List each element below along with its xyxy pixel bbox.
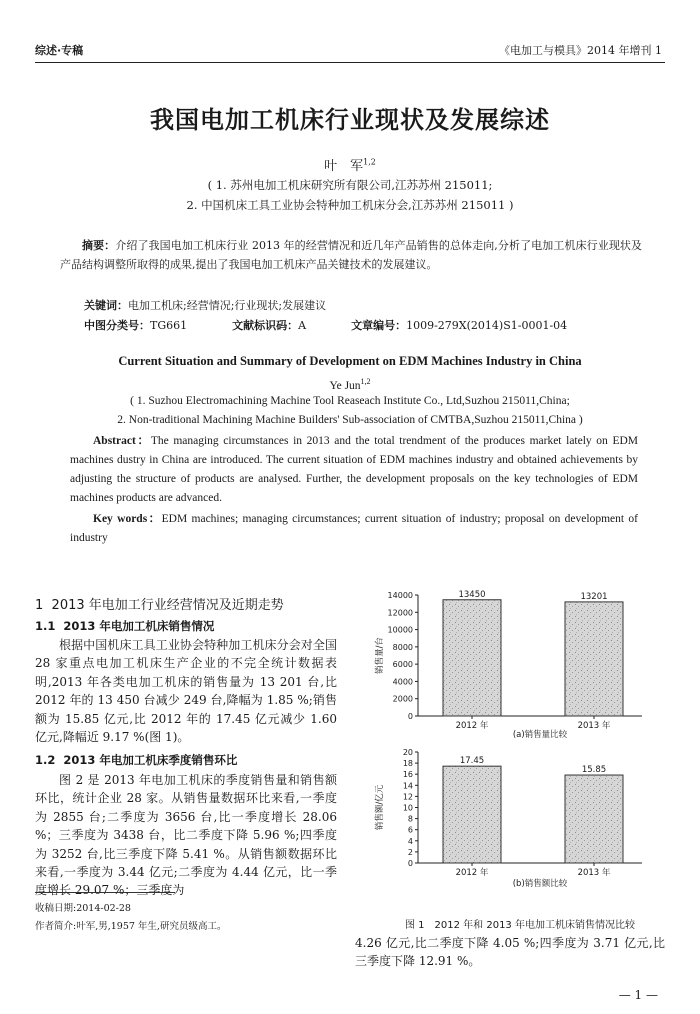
chart-b-data-label: 17.45 bbox=[459, 756, 485, 767]
footnote-received: 收稿日期:2014-02-28 bbox=[35, 903, 131, 914]
section-1-heading bbox=[35, 594, 284, 613]
affiliation-1: ( 1. 苏州电加工机床研究所有限公司,江苏苏州 215011; bbox=[207, 178, 493, 192]
header-left: 综述·专稿 bbox=[35, 44, 84, 57]
keywords-cn-label: 关键词： bbox=[84, 299, 128, 312]
clc-value: TG661 bbox=[150, 319, 188, 332]
chart-b-y-tick-label: 12 bbox=[402, 792, 413, 802]
paragraph-1-2-text: 图 2 是 2013 年电加工机床的季度销售量和销售额环比，统计企业 28 家。从销售量数据环比来看,一季度为 2855 台;二季度为 3656 台,比一季度增长 28.06 %；三季度为 3438 台，比二季度下降 5.96 %;四季度为 3252 台,比三季度下降 5.41 %。从销售额数据环比来看,一季度为 3.44 亿元;二季度为 4.44 亿元，比一季度增长 29.07 %；三季度为 bbox=[35, 773, 337, 898]
section-1-num: 1 bbox=[35, 598, 44, 613]
author-line bbox=[0, 155, 700, 174]
right-column-continuation: 4.26 亿元,比二季度下降 4.05 %;四季度为 3.71 亿元,比三季度下降 12.91 %。 bbox=[355, 936, 665, 969]
en-author-sup: 1,2 bbox=[360, 377, 371, 386]
footnote-rule bbox=[35, 892, 175, 893]
keywords-cn-text: 电加工机床;经营情况;行业现状;发展建议 bbox=[128, 299, 327, 312]
chart-b-y-tick-label: 18 bbox=[402, 759, 413, 769]
page-number: — 1 — bbox=[618, 988, 658, 1002]
keywords-en bbox=[70, 510, 638, 548]
classification-line bbox=[84, 316, 644, 335]
chart-b-data-label: 15.85 bbox=[581, 765, 607, 776]
subsection-11-num: 1.1 bbox=[35, 619, 56, 633]
chart-a-y-tick-label: 6000 bbox=[392, 660, 413, 670]
chart-b-bar bbox=[565, 775, 623, 863]
chart-b-x-tick-label: 2013 年 bbox=[577, 868, 611, 878]
chart-a-bar bbox=[443, 600, 501, 716]
chart-b-x-tick-label: 2012 年 bbox=[455, 868, 489, 878]
clc-label: 中图分类号： bbox=[84, 319, 150, 332]
chart-a-y-tick-label: 2000 bbox=[392, 694, 413, 704]
chart-a-bar bbox=[565, 602, 623, 716]
chart-a-subcaption: (a)销售量比较 bbox=[512, 730, 568, 740]
doc-label: 文献标识码： bbox=[232, 319, 299, 332]
paper-title: 我国电加工机床行业现状及发展综述 bbox=[150, 106, 550, 134]
chart-a-y-tick-label: 14000 bbox=[387, 591, 413, 600]
chart-a-y-tick-label: 8000 bbox=[392, 642, 413, 652]
chart-a-y-tick-label: 12000 bbox=[387, 608, 413, 618]
chart-b-y-tick-label: 8 bbox=[407, 814, 413, 824]
subsection-12-num: 1.2 bbox=[35, 753, 56, 767]
abstract-cn-label: 摘要： bbox=[82, 239, 116, 252]
chart-b-y-tick-label: 0 bbox=[407, 859, 413, 868]
chart-a-x-tick-label: 2013 年 bbox=[577, 721, 611, 731]
author-sup: 1,2 bbox=[363, 157, 376, 167]
chart-a-data-label: 13450 bbox=[458, 589, 486, 600]
chart-b-subcaption: (b)销售额比较 bbox=[512, 879, 568, 889]
keywords-cn bbox=[84, 296, 644, 315]
paragraph-1-1-text: 根据中国机床工具工业协会特种加工机床分会对全国 28 家重点电加工机床生产企业的不完全统计数据表明,2013 年各类电加工机床的销售量为 13 201 台,比 2012 年的 13 450 台减少 249 台,降幅为 1.85 %;销售额为 15.85 亿元,比 2012 年的 17.45 亿元减少 1.60 亿元,降幅近 9.17 %(图 1)。 bbox=[35, 638, 337, 745]
header-rule bbox=[35, 62, 665, 63]
figure-1 bbox=[370, 585, 670, 900]
subsection-11-heading bbox=[35, 618, 214, 634]
abstract-en-label: Abstract： bbox=[93, 435, 151, 447]
subsection-11-title: 2013 年电加工机床销售情况 bbox=[63, 619, 215, 633]
chart-b-y-tick-label: 2 bbox=[407, 847, 413, 857]
abstract-cn bbox=[60, 236, 642, 274]
art-value: 1009-279X(2014)S1-0001-04 bbox=[406, 319, 568, 332]
chart-a-y-tick-label: 10000 bbox=[387, 625, 413, 635]
figure-caption: 图 1 2012 年和 2013 年电加工机床销售情况比较 bbox=[405, 920, 635, 931]
footnote-bio: 作者简介:叶军,男,1957 年生,研究员级高工。 bbox=[35, 921, 227, 932]
keywords-en-text: EDM machines; managing circumstances; current situation of industry; proposal on development of industry bbox=[70, 513, 638, 544]
chart-b-y-label: 销售额/亿元 bbox=[375, 784, 385, 831]
chart-a-y-tick-label: 0 bbox=[407, 712, 413, 721]
chart-b-y-tick-label: 4 bbox=[407, 836, 413, 846]
doc-value: A bbox=[298, 319, 307, 332]
chart-b-y-tick-label: 14 bbox=[402, 781, 413, 791]
chart-a-y-label: 销售量/台 bbox=[375, 637, 385, 674]
chart-b-y-tick-label: 20 bbox=[402, 748, 413, 757]
chart-b-y-tick-label: 6 bbox=[407, 825, 413, 835]
chart-a-data-label: 13201 bbox=[580, 591, 608, 602]
subsection-12-heading bbox=[35, 752, 237, 768]
chart-b-y-tick-label: 16 bbox=[402, 770, 413, 780]
abstract-en-text: The managing circumstances in 2013 and the total trendment of the produces market lately on EDM machines dustry in China are introduced. The current situation of EDM machines industry and obtained achievements by adjusting the structure of products are analysed. Further, the development proposals on the key technologies of EDM machines products are advanced. bbox=[70, 435, 638, 504]
author-name: 叶 军 bbox=[324, 159, 364, 174]
chart-a-y-tick-label: 4000 bbox=[392, 677, 413, 687]
affiliation-2: 2. 中国机床工具工业协会特种加工机床分会,江苏苏州 215011 ) bbox=[186, 198, 514, 212]
chart-a-x-tick-label: 2012 年 bbox=[455, 721, 489, 731]
chart-b-y-tick-label: 10 bbox=[402, 803, 413, 813]
abstract-cn-text: 介绍了我国电加工机床行业 2013 年的经营情况和近几年产品销售的总体走向,分析了电加工机床行业现状及产品结构调整所取得的成果,提出了我国电加工机床产品关键技术的发展建议。 bbox=[60, 239, 643, 272]
paragraph-1-1 bbox=[35, 636, 337, 746]
en-affiliation-1: ( 1. Suzhou Electromachining Machine Tool Reaseach Institute Co., Ltd,Suzhou 215011,China; bbox=[130, 395, 570, 407]
paragraph-1-2 bbox=[35, 771, 337, 900]
art-label: 文章编号： bbox=[351, 319, 407, 332]
header-right: 《电加工与模具》2014 年增刊 1 bbox=[499, 44, 662, 57]
en-title: Current Situation and Summary of Development on EDM Machines Industry in China bbox=[118, 354, 582, 368]
keywords-en-label: Key words： bbox=[93, 513, 162, 525]
abstract-en bbox=[70, 432, 638, 508]
figure-1-svg bbox=[370, 585, 670, 900]
en-affiliation-2: 2. Non-traditional Machining Machine Builders' Sub-association of CMTBA,Suzhou 215011,China ) bbox=[117, 414, 583, 426]
chart-b-bar bbox=[443, 766, 501, 863]
en-author-name: Ye Jun bbox=[329, 379, 361, 392]
section-1-title: 2013 年电加工行业经营情况及近期走势 bbox=[51, 598, 284, 613]
subsection-12-title: 2013 年电加工机床季度销售环比 bbox=[63, 753, 238, 767]
